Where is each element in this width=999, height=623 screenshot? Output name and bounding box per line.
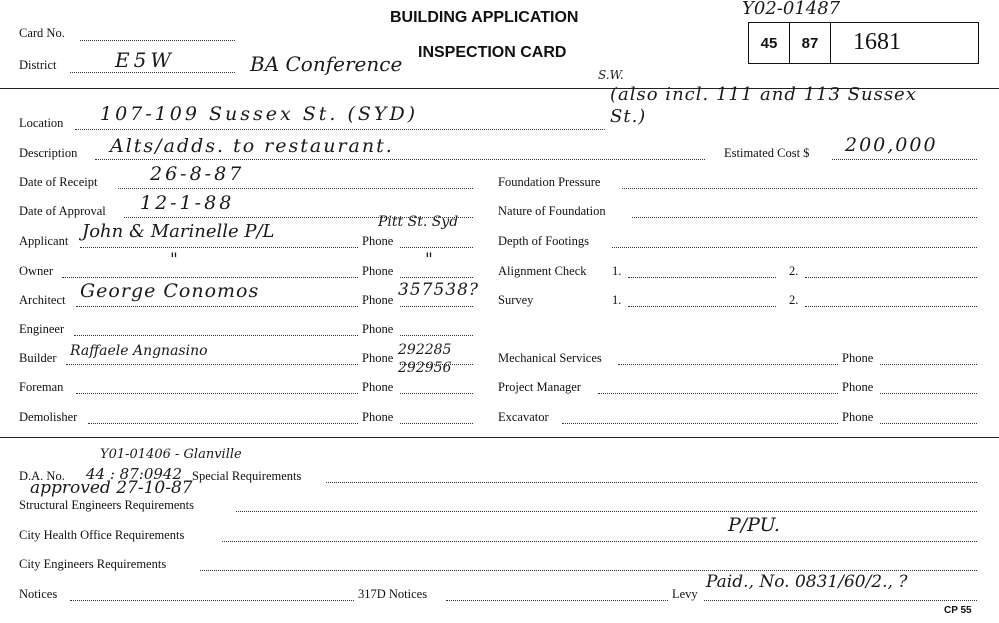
date-of-receipt-value: 26-8-87 [150,163,245,185]
notices-label: Notices [19,587,58,601]
da-number-value: 44 : 87:0942 [86,465,182,483]
levy-value: Paid., No. 0831/60/2., ? [706,572,908,592]
owner-phone-value: " [425,250,433,270]
levy-line [704,600,977,601]
nature-of-foundation-line [632,217,977,218]
architect-label: Architect [19,293,66,307]
engineer-phone-label: Phone [362,322,394,336]
description-label: Description [19,146,78,160]
description-value: Alts/adds. to restaurant. [110,135,394,157]
survey-2-line [805,306,977,307]
alignment-1-line [628,277,776,278]
card-number-box [748,22,979,64]
health-requirements-value: P/PU. [728,514,780,536]
file-reference: Y02-01487 [742,0,841,19]
foreman-phone-line [400,393,473,394]
excavator-phone-label: Phone [842,410,874,424]
project-manager-phone-label: Phone [842,380,874,394]
card-no-line [80,40,235,41]
form-code: CP 55 [944,605,972,616]
survey-2: 2. [789,293,799,307]
foundation-pressure-label: Foundation Pressure [498,175,601,189]
conference-note: BA Conference [250,52,403,76]
applicant-line [80,247,358,248]
owner-phone-label: Phone [362,264,394,278]
owner-line [62,277,358,278]
owner-phone-line [400,277,473,278]
description-line [95,159,705,160]
alignment-2: 2. [789,264,799,278]
architect-phone-label: Phone [362,293,394,307]
architect-phone-line [400,306,473,307]
structural-requirements-label: Structural Engineers Requirements [19,498,194,512]
mechanical-services-phone-label: Phone [842,351,874,365]
builder-value: Raffaele Angnasino [70,343,208,359]
architect-value: George Conomos [80,280,260,302]
notices-317d-line [446,600,668,601]
builder-label: Builder [19,351,57,365]
owner-label: Owner [19,264,54,278]
architect-line [76,306,358,307]
alignment-1: 1. [612,264,622,278]
district-value: E5W [115,48,175,72]
project-manager-phone-line [880,393,977,394]
excavator-label: Excavator [498,410,549,424]
levy-label: Levy [672,587,698,601]
date-of-receipt-line [118,188,473,189]
da-note-top: Y01-01406 - Glanville [100,447,242,462]
box-b: 87 [790,23,831,63]
demolisher-phone-line [400,423,473,424]
depth-of-footings-line [612,247,977,248]
card-no-label: Card No. [19,26,65,40]
district-label: District [19,58,57,72]
applicant-phone-line [400,247,473,248]
location-line [75,129,605,130]
engineer-line [74,335,358,336]
engineer-label: Engineer [19,322,65,336]
applicant-label: Applicant [19,234,69,248]
applicant-phone-label: Phone [362,234,394,248]
estimated-cost-value: 200,000 [845,134,938,156]
location-note: (also incl. 111 and 113 Sussex St.) [610,84,917,127]
depth-of-footings-label: Depth of Footings [498,234,589,248]
survey-1: 1. [612,293,622,307]
foreman-line [76,393,358,394]
date-of-receipt-label: Date of Receipt [19,175,98,189]
nature-of-foundation-label: Nature of Foundation [498,204,606,218]
demolisher-phone-label: Phone [362,410,394,424]
builder-phone-value-2: 292956 [398,360,452,376]
health-requirements-line [222,541,977,542]
builder-phone-label: Phone [362,351,394,365]
location-label: Location [19,116,64,130]
alignment-check-label: Alignment Check [498,264,587,278]
district-line [70,72,235,73]
box-number: 1681 [853,29,901,55]
applicant-value: John & Marinelle P/L [82,221,275,242]
alignment-2-line [805,277,977,278]
structural-requirements-line [236,511,977,512]
applicant-address-note: Pitt St. Syd [378,214,459,230]
builder-line [66,364,358,365]
middle-divider [0,437,999,438]
demolisher-line [88,423,358,424]
notices-line [70,600,354,601]
estimated-cost-line [832,159,977,160]
project-manager-label: Project Manager [498,380,581,394]
foreman-phone-label: Phone [362,380,394,394]
foreman-label: Foreman [19,380,64,394]
survey-label: Survey [498,293,534,307]
architect-phone-value: 357538? [398,280,480,300]
notices-317d-label: 317D Notices [358,587,428,601]
mechanical-services-line [618,364,838,365]
da-number-label: D.A. No. [19,469,65,483]
estimated-cost-label: Estimated Cost $ [724,146,810,160]
form-subtitle: INSPECTION CARD [418,44,567,61]
box-a: 45 [749,23,790,63]
survey-1-line [628,306,776,307]
form-title: BUILDING APPLICATION [390,9,579,26]
mechanical-services-label: Mechanical Services [498,351,602,365]
date-of-approval-value: 12-1-88 [140,192,235,214]
excavator-phone-line [880,423,977,424]
sw-note: S.W. [598,68,624,82]
foundation-pressure-line [622,188,977,189]
special-requirements-line [326,482,977,483]
builder-phone-value: 292285 [398,342,452,358]
project-manager-line [598,393,838,394]
owner-value: " [170,250,178,270]
health-requirements-label: City Health Office Requirements [19,528,185,542]
mechanical-services-phone-line [880,364,977,365]
engineer-phone-line [400,335,473,336]
excavator-line [562,423,838,424]
city-engineers-requirements-label: City Engineers Requirements [19,557,167,571]
city-engineers-requirements-line [200,570,977,571]
demolisher-label: Demolisher [19,410,78,424]
da-note-bottom: approved 27-10-87 [30,478,193,498]
special-requirements-label: Special Requirements [192,469,302,483]
date-of-approval-label: Date of Approval [19,204,106,218]
location-value: 107-109 Sussex St. (SYD) [100,103,419,125]
